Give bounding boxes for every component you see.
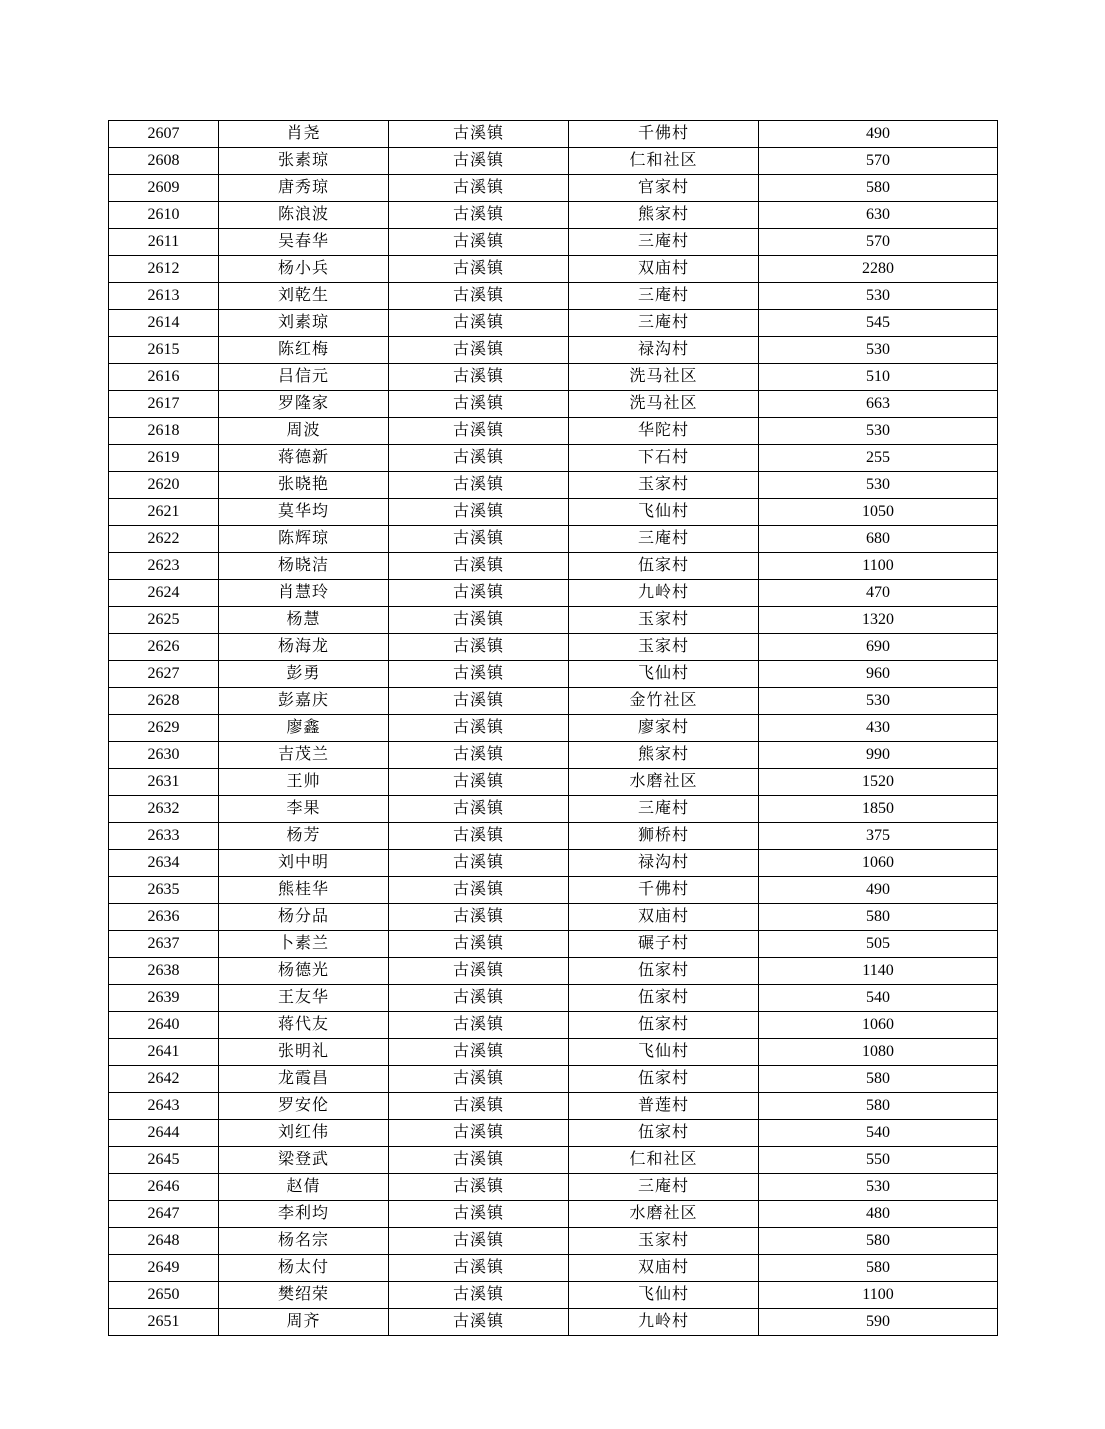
row-town-cell: 古溪镇	[389, 769, 569, 796]
row-amount-cell: 580	[759, 1228, 998, 1255]
table-row	[109, 418, 998, 445]
row-town-cell: 古溪镇	[389, 1147, 569, 1174]
row-id-cell: 2632	[109, 796, 219, 823]
row-town-cell: 古溪镇	[389, 391, 569, 418]
table-row	[109, 202, 998, 229]
row-id-cell: 2641	[109, 1039, 219, 1066]
row-town-cell: 古溪镇	[389, 202, 569, 229]
row-name-cell: 卜素兰	[219, 931, 389, 958]
row-name-cell: 梁登武	[219, 1147, 389, 1174]
row-town-cell: 古溪镇	[389, 337, 569, 364]
row-id-cell: 2634	[109, 850, 219, 877]
table-row	[109, 607, 998, 634]
table-row	[109, 931, 998, 958]
row-town-cell: 古溪镇	[389, 1120, 569, 1147]
row-id-cell: 2624	[109, 580, 219, 607]
row-village-cell: 飞仙村	[569, 499, 759, 526]
row-town-cell: 古溪镇	[389, 1039, 569, 1066]
row-town-cell: 古溪镇	[389, 1174, 569, 1201]
row-town-cell: 古溪镇	[389, 958, 569, 985]
row-name-cell: 蒋德新	[219, 445, 389, 472]
row-amount-cell: 580	[759, 1093, 998, 1120]
row-amount-cell: 470	[759, 580, 998, 607]
row-id-cell: 2643	[109, 1093, 219, 1120]
row-town-cell: 古溪镇	[389, 715, 569, 742]
row-town-cell: 古溪镇	[389, 1012, 569, 1039]
row-village-cell: 伍家村	[569, 553, 759, 580]
row-id-cell: 2649	[109, 1255, 219, 1282]
row-town-cell: 古溪镇	[389, 310, 569, 337]
row-amount-cell: 570	[759, 148, 998, 175]
row-id-cell: 2642	[109, 1066, 219, 1093]
row-id-cell: 2651	[109, 1309, 219, 1336]
row-name-cell: 杨小兵	[219, 256, 389, 283]
row-id-cell: 2629	[109, 715, 219, 742]
row-amount-cell: 490	[759, 877, 998, 904]
table-row	[109, 769, 998, 796]
row-amount-cell: 680	[759, 526, 998, 553]
row-village-cell: 双庙村	[569, 1255, 759, 1282]
row-amount-cell: 1100	[759, 1282, 998, 1309]
row-village-cell: 玉家村	[569, 472, 759, 499]
row-id-cell: 2650	[109, 1282, 219, 1309]
row-town-cell: 古溪镇	[389, 283, 569, 310]
row-amount-cell: 630	[759, 202, 998, 229]
row-name-cell: 杨分品	[219, 904, 389, 931]
table-row	[109, 985, 998, 1012]
row-town-cell: 古溪镇	[389, 499, 569, 526]
row-name-cell: 肖尧	[219, 121, 389, 148]
row-village-cell: 禄沟村	[569, 850, 759, 877]
row-id-cell: 2640	[109, 1012, 219, 1039]
row-id-cell: 2627	[109, 661, 219, 688]
table-row	[109, 1093, 998, 1120]
row-amount-cell: 375	[759, 823, 998, 850]
row-village-cell: 洗马社区	[569, 391, 759, 418]
row-name-cell: 杨芳	[219, 823, 389, 850]
row-amount-cell: 490	[759, 121, 998, 148]
row-name-cell: 莫华均	[219, 499, 389, 526]
row-name-cell: 周齐	[219, 1309, 389, 1336]
table-row	[109, 553, 998, 580]
table-row	[109, 958, 998, 985]
table-row	[109, 823, 998, 850]
row-town-cell: 古溪镇	[389, 1093, 569, 1120]
row-village-cell: 普莲村	[569, 1093, 759, 1120]
row-id-cell: 2631	[109, 769, 219, 796]
row-name-cell: 赵倩	[219, 1174, 389, 1201]
table-row	[109, 1174, 998, 1201]
row-town-cell: 古溪镇	[389, 607, 569, 634]
row-name-cell: 彭勇	[219, 661, 389, 688]
table-row	[109, 256, 998, 283]
row-id-cell: 2612	[109, 256, 219, 283]
row-town-cell: 古溪镇	[389, 823, 569, 850]
row-name-cell: 杨太付	[219, 1255, 389, 1282]
row-id-cell: 2639	[109, 985, 219, 1012]
row-id-cell: 2645	[109, 1147, 219, 1174]
row-village-cell: 水磨社区	[569, 1201, 759, 1228]
row-name-cell: 刘中明	[219, 850, 389, 877]
row-town-cell: 古溪镇	[389, 580, 569, 607]
table-row	[109, 310, 998, 337]
row-id-cell: 2648	[109, 1228, 219, 1255]
row-village-cell: 千佛村	[569, 121, 759, 148]
table-row	[109, 796, 998, 823]
row-name-cell: 熊桂华	[219, 877, 389, 904]
row-amount-cell: 960	[759, 661, 998, 688]
table-row	[109, 1012, 998, 1039]
row-town-cell: 古溪镇	[389, 364, 569, 391]
row-village-cell: 飞仙村	[569, 661, 759, 688]
row-village-cell: 金竹社区	[569, 688, 759, 715]
table-row	[109, 175, 998, 202]
row-id-cell: 2619	[109, 445, 219, 472]
beneficiary-table	[108, 120, 998, 1336]
row-amount-cell: 580	[759, 904, 998, 931]
row-id-cell: 2638	[109, 958, 219, 985]
table-row	[109, 1201, 998, 1228]
row-village-cell: 九岭村	[569, 1309, 759, 1336]
row-id-cell: 2635	[109, 877, 219, 904]
row-town-cell: 古溪镇	[389, 472, 569, 499]
row-village-cell: 玉家村	[569, 634, 759, 661]
table-row	[109, 472, 998, 499]
row-town-cell: 古溪镇	[389, 931, 569, 958]
row-name-cell: 陈红梅	[219, 337, 389, 364]
row-village-cell: 玉家村	[569, 1228, 759, 1255]
row-village-cell: 熊家村	[569, 742, 759, 769]
row-amount-cell: 480	[759, 1201, 998, 1228]
row-village-cell: 三庵村	[569, 796, 759, 823]
row-amount-cell: 1060	[759, 1012, 998, 1039]
row-village-cell: 狮桥村	[569, 823, 759, 850]
row-town-cell: 古溪镇	[389, 1201, 569, 1228]
row-name-cell: 杨海龙	[219, 634, 389, 661]
row-name-cell: 廖鑫	[219, 715, 389, 742]
table-row	[109, 1309, 998, 1336]
row-village-cell: 双庙村	[569, 256, 759, 283]
row-amount-cell: 530	[759, 1174, 998, 1201]
table-row	[109, 1066, 998, 1093]
row-town-cell: 古溪镇	[389, 1309, 569, 1336]
row-amount-cell: 530	[759, 688, 998, 715]
table-row	[109, 877, 998, 904]
row-town-cell: 古溪镇	[389, 688, 569, 715]
table-body	[109, 121, 998, 1336]
row-amount-cell: 580	[759, 175, 998, 202]
row-name-cell: 蒋代友	[219, 1012, 389, 1039]
row-amount-cell: 1050	[759, 499, 998, 526]
row-name-cell: 杨慧	[219, 607, 389, 634]
row-town-cell: 古溪镇	[389, 1255, 569, 1282]
row-id-cell: 2630	[109, 742, 219, 769]
row-village-cell: 水磨社区	[569, 769, 759, 796]
row-name-cell: 吉茂兰	[219, 742, 389, 769]
row-village-cell: 碾子村	[569, 931, 759, 958]
row-id-cell: 2609	[109, 175, 219, 202]
row-id-cell: 2614	[109, 310, 219, 337]
row-village-cell: 伍家村	[569, 1012, 759, 1039]
row-id-cell: 2626	[109, 634, 219, 661]
row-town-cell: 古溪镇	[389, 850, 569, 877]
row-name-cell: 周波	[219, 418, 389, 445]
row-town-cell: 古溪镇	[389, 1066, 569, 1093]
table-row	[109, 1147, 998, 1174]
row-amount-cell: 580	[759, 1255, 998, 1282]
row-amount-cell: 550	[759, 1147, 998, 1174]
row-amount-cell: 2280	[759, 256, 998, 283]
table-row	[109, 526, 998, 553]
row-amount-cell: 530	[759, 283, 998, 310]
row-town-cell: 古溪镇	[389, 121, 569, 148]
row-village-cell: 三庵村	[569, 229, 759, 256]
table-row	[109, 1039, 998, 1066]
table-row	[109, 850, 998, 877]
row-town-cell: 古溪镇	[389, 175, 569, 202]
table-row	[109, 688, 998, 715]
row-town-cell: 古溪镇	[389, 634, 569, 661]
row-amount-cell: 1080	[759, 1039, 998, 1066]
row-amount-cell: 663	[759, 391, 998, 418]
row-id-cell: 2611	[109, 229, 219, 256]
row-town-cell: 古溪镇	[389, 661, 569, 688]
row-amount-cell: 1520	[759, 769, 998, 796]
row-amount-cell: 1850	[759, 796, 998, 823]
row-id-cell: 2613	[109, 283, 219, 310]
row-name-cell: 杨名宗	[219, 1228, 389, 1255]
row-town-cell: 古溪镇	[389, 148, 569, 175]
row-town-cell: 古溪镇	[389, 256, 569, 283]
table-row	[109, 634, 998, 661]
row-village-cell: 熊家村	[569, 202, 759, 229]
row-id-cell: 2620	[109, 472, 219, 499]
row-village-cell: 九岭村	[569, 580, 759, 607]
row-town-cell: 古溪镇	[389, 1282, 569, 1309]
row-id-cell: 2646	[109, 1174, 219, 1201]
row-town-cell: 古溪镇	[389, 418, 569, 445]
table-row	[109, 742, 998, 769]
row-village-cell: 仁和社区	[569, 1147, 759, 1174]
row-village-cell: 官家村	[569, 175, 759, 202]
row-village-cell: 伍家村	[569, 1066, 759, 1093]
table-row	[109, 1255, 998, 1282]
row-village-cell: 飞仙村	[569, 1039, 759, 1066]
row-name-cell: 罗安伦	[219, 1093, 389, 1120]
row-amount-cell: 430	[759, 715, 998, 742]
row-name-cell: 刘乾生	[219, 283, 389, 310]
row-name-cell: 龙霞昌	[219, 1066, 389, 1093]
row-village-cell: 廖家村	[569, 715, 759, 742]
row-village-cell: 千佛村	[569, 877, 759, 904]
row-amount-cell: 505	[759, 931, 998, 958]
row-name-cell: 刘红伟	[219, 1120, 389, 1147]
row-amount-cell: 530	[759, 418, 998, 445]
row-id-cell: 2617	[109, 391, 219, 418]
row-name-cell: 罗隆家	[219, 391, 389, 418]
row-name-cell: 李果	[219, 796, 389, 823]
row-village-cell: 下石村	[569, 445, 759, 472]
row-town-cell: 古溪镇	[389, 742, 569, 769]
row-village-cell: 三庵村	[569, 1174, 759, 1201]
row-amount-cell: 570	[759, 229, 998, 256]
row-town-cell: 古溪镇	[389, 904, 569, 931]
row-name-cell: 杨德光	[219, 958, 389, 985]
table-row	[109, 1228, 998, 1255]
row-village-cell: 三庵村	[569, 526, 759, 553]
table-row	[109, 499, 998, 526]
row-id-cell: 2644	[109, 1120, 219, 1147]
row-town-cell: 古溪镇	[389, 796, 569, 823]
row-village-cell: 仁和社区	[569, 148, 759, 175]
row-name-cell: 杨晓洁	[219, 553, 389, 580]
row-amount-cell: 990	[759, 742, 998, 769]
row-amount-cell: 1100	[759, 553, 998, 580]
row-town-cell: 古溪镇	[389, 229, 569, 256]
row-id-cell: 2633	[109, 823, 219, 850]
row-amount-cell: 1320	[759, 607, 998, 634]
row-amount-cell: 540	[759, 985, 998, 1012]
table-row	[109, 1120, 998, 1147]
row-amount-cell: 1060	[759, 850, 998, 877]
table-row	[109, 283, 998, 310]
row-name-cell: 陈浪波	[219, 202, 389, 229]
row-amount-cell: 545	[759, 310, 998, 337]
row-town-cell: 古溪镇	[389, 553, 569, 580]
row-id-cell: 2637	[109, 931, 219, 958]
row-id-cell: 2618	[109, 418, 219, 445]
row-village-cell: 伍家村	[569, 985, 759, 1012]
row-id-cell: 2610	[109, 202, 219, 229]
row-village-cell: 伍家村	[569, 958, 759, 985]
row-id-cell: 2616	[109, 364, 219, 391]
row-id-cell: 2608	[109, 148, 219, 175]
row-village-cell: 双庙村	[569, 904, 759, 931]
row-name-cell: 张晓艳	[219, 472, 389, 499]
row-amount-cell: 690	[759, 634, 998, 661]
row-amount-cell: 540	[759, 1120, 998, 1147]
row-name-cell: 彭嘉庆	[219, 688, 389, 715]
row-town-cell: 古溪镇	[389, 877, 569, 904]
table-row	[109, 904, 998, 931]
table-row	[109, 715, 998, 742]
table-row	[109, 580, 998, 607]
row-name-cell: 李利均	[219, 1201, 389, 1228]
row-amount-cell: 530	[759, 472, 998, 499]
row-id-cell: 2647	[109, 1201, 219, 1228]
row-id-cell: 2628	[109, 688, 219, 715]
table-row	[109, 1282, 998, 1309]
row-name-cell: 王友华	[219, 985, 389, 1012]
row-town-cell: 古溪镇	[389, 1228, 569, 1255]
row-name-cell: 王帅	[219, 769, 389, 796]
row-id-cell: 2623	[109, 553, 219, 580]
row-amount-cell: 255	[759, 445, 998, 472]
row-village-cell: 禄沟村	[569, 337, 759, 364]
row-name-cell: 刘素琼	[219, 310, 389, 337]
table-row	[109, 391, 998, 418]
row-name-cell: 陈辉琼	[219, 526, 389, 553]
row-village-cell: 三庵村	[569, 310, 759, 337]
row-village-cell: 伍家村	[569, 1120, 759, 1147]
row-village-cell: 华陀村	[569, 418, 759, 445]
table-row	[109, 364, 998, 391]
table-row	[109, 445, 998, 472]
row-id-cell: 2622	[109, 526, 219, 553]
row-id-cell: 2607	[109, 121, 219, 148]
row-name-cell: 吴春华	[219, 229, 389, 256]
row-name-cell: 张素琼	[219, 148, 389, 175]
row-village-cell: 三庵村	[569, 283, 759, 310]
table-row	[109, 229, 998, 256]
row-id-cell: 2615	[109, 337, 219, 364]
row-amount-cell: 580	[759, 1066, 998, 1093]
row-id-cell: 2621	[109, 499, 219, 526]
row-village-cell: 飞仙村	[569, 1282, 759, 1309]
row-name-cell: 樊绍荣	[219, 1282, 389, 1309]
row-town-cell: 古溪镇	[389, 985, 569, 1012]
table-row	[109, 121, 998, 148]
row-id-cell: 2625	[109, 607, 219, 634]
row-amount-cell: 590	[759, 1309, 998, 1336]
row-village-cell: 玉家村	[569, 607, 759, 634]
table-row	[109, 337, 998, 364]
table-row	[109, 661, 998, 688]
row-amount-cell: 510	[759, 364, 998, 391]
row-id-cell: 2636	[109, 904, 219, 931]
row-amount-cell: 1140	[759, 958, 998, 985]
row-name-cell: 肖慧玲	[219, 580, 389, 607]
row-name-cell: 张明礼	[219, 1039, 389, 1066]
row-name-cell: 唐秀琼	[219, 175, 389, 202]
table-row	[109, 148, 998, 175]
row-village-cell: 洗马社区	[569, 364, 759, 391]
row-town-cell: 古溪镇	[389, 526, 569, 553]
row-name-cell: 吕信元	[219, 364, 389, 391]
row-amount-cell: 530	[759, 337, 998, 364]
row-town-cell: 古溪镇	[389, 445, 569, 472]
